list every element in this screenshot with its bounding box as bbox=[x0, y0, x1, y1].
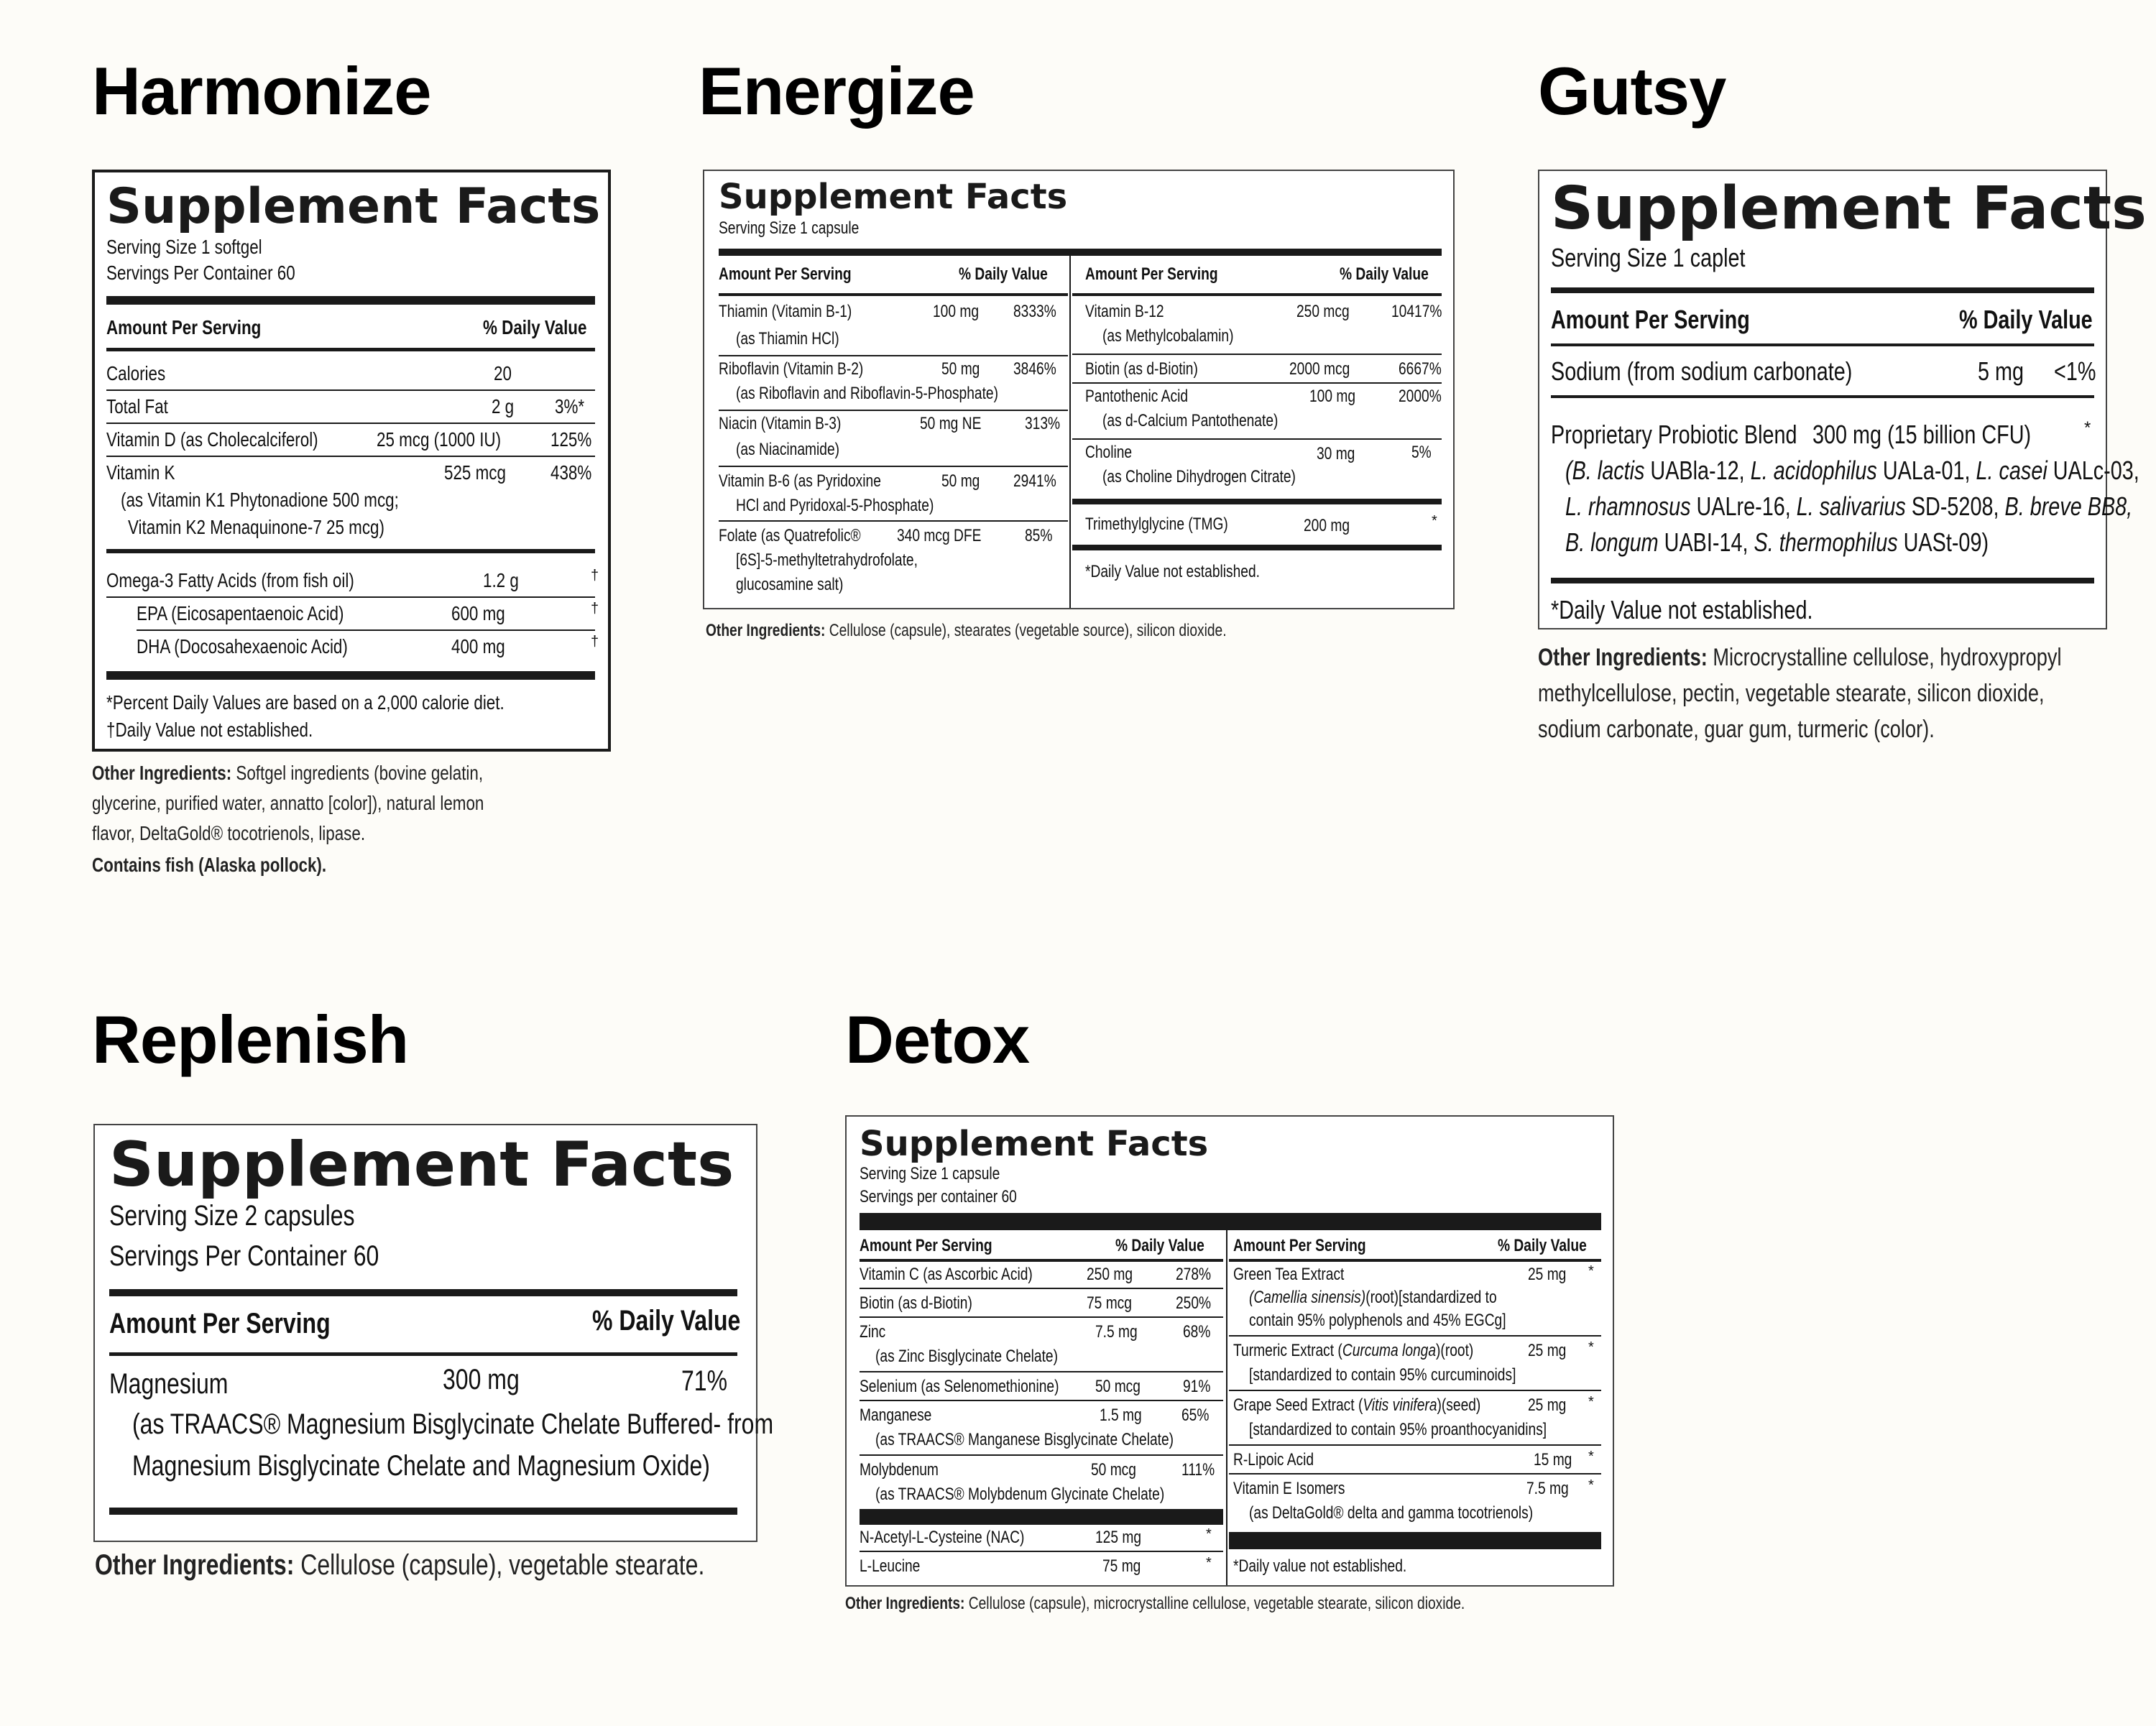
panel-heading: Supplement Facts bbox=[106, 178, 601, 235]
thick-divider bbox=[719, 249, 1442, 256]
column-header-amount: Amount Per Serving bbox=[719, 264, 852, 284]
column-header-daily-value: % Daily Value bbox=[1498, 1236, 1587, 1255]
other-ingredients-text: Microcrystalline cellulose, hydroxypropyl bbox=[1713, 644, 2062, 671]
product-title-energize: Energize bbox=[699, 53, 975, 129]
thick-divider bbox=[860, 1213, 1601, 1230]
nutrient-daily-value: 5% bbox=[1411, 443, 1432, 462]
nutrient-daily-value: 68% bbox=[1183, 1322, 1211, 1342]
column-header-daily-value: % Daily Value bbox=[592, 1305, 741, 1337]
other-ingredients-label: Other Ingredients: bbox=[1538, 644, 1708, 671]
footnote: *Percent Daily Values are based on a 2,000 calorie diet. bbox=[106, 691, 505, 714]
row-divider bbox=[137, 629, 595, 631]
nutrient-daily-value: 71% bbox=[681, 1365, 728, 1397]
nutrient-amount: 50 mg bbox=[941, 471, 980, 491]
nutrient-name: Vitamin B-6 (as Pyridoxine bbox=[719, 471, 881, 491]
nutrient-source: (as Niacinamide) bbox=[736, 440, 840, 459]
row-divider bbox=[1229, 1390, 1601, 1391]
panel-heading: Supplement Facts bbox=[860, 1124, 1209, 1164]
other-ingredients-replenish bbox=[95, 1549, 857, 1582]
nutrient-daily-value: 3846% bbox=[1013, 359, 1056, 379]
nutrient-daily-value: 65% bbox=[1181, 1406, 1210, 1425]
thick-divider bbox=[109, 1508, 737, 1515]
allergen-statement: Contains fish (Alaska pollock). bbox=[92, 854, 327, 876]
footnote: *Daily Value not established. bbox=[1085, 562, 1260, 581]
nutrient-name: Folate (as Quatrefolic® bbox=[719, 526, 861, 545]
product-title-gutsy: Gutsy bbox=[1538, 53, 1726, 129]
nutrient-daily-value: * bbox=[1588, 1263, 1594, 1279]
nutrient-daily-value: <1% bbox=[2054, 356, 2096, 386]
product-title-detox: Detox bbox=[845, 1002, 1030, 1077]
nutrient-daily-value: 10417% bbox=[1391, 302, 1442, 321]
column-header-amount: Amount Per Serving bbox=[860, 1236, 992, 1255]
nutrient-daily-value: 278% bbox=[1176, 1265, 1212, 1284]
other-ingredients-detox bbox=[845, 1594, 1620, 1614]
nutrient-daily-value: * bbox=[1588, 1339, 1594, 1355]
row-divider bbox=[719, 355, 1068, 356]
supplement-facts-panel-gutsy bbox=[1538, 170, 2147, 629]
nutrient-name: N-Acetyl-L-Cysteine (NAC) bbox=[860, 1528, 1025, 1547]
nutrient-name: R-Lipoic Acid bbox=[1233, 1450, 1314, 1469]
probiotic-strains-line: B. longum UABI-14, S. thermophilus UASt-09) bbox=[1565, 527, 1989, 557]
nutrient-daily-value: * bbox=[1206, 1555, 1212, 1571]
nutrient-amount: 2 g bbox=[492, 395, 515, 417]
serving-size: Serving Size 1 capsule bbox=[719, 218, 860, 238]
nutrient-name: Sodium (from sodium carbonate) bbox=[1551, 356, 1853, 386]
supplement-facts-panel-replenish bbox=[93, 1124, 774, 1542]
nutrient-daily-value: * bbox=[1588, 1394, 1594, 1410]
serving-size: Serving Size 2 capsules bbox=[109, 1200, 355, 1232]
column-header-daily-value: % Daily Value bbox=[959, 264, 1048, 284]
nutrient-daily-value: * bbox=[1432, 513, 1437, 529]
panel-heading: Supplement Facts bbox=[109, 1129, 734, 1201]
nutrient-amount: 250 mg bbox=[1087, 1265, 1133, 1284]
row-divider bbox=[719, 410, 1068, 411]
other-ingredients-label: Other Ingredients: bbox=[845, 1594, 965, 1613]
nutrient-daily-value: 313% bbox=[1025, 414, 1061, 433]
nutrient-amount: 7.5 mg bbox=[1095, 1322, 1138, 1342]
nutrient-source: (as Methylcobalamin) bbox=[1102, 326, 1234, 346]
thick-divider bbox=[1072, 545, 1442, 550]
nutrient-amount: 2000 mcg bbox=[1289, 359, 1350, 379]
row-divider bbox=[1072, 354, 1442, 355]
nutrient-source: (as Thiamin HCl) bbox=[736, 329, 839, 349]
servings-per-container: Servings Per Container 60 bbox=[106, 262, 295, 284]
nutrient-amount: 25 mg bbox=[1528, 1265, 1567, 1284]
nutrient-name: Vitamin D (as Cholecalciferol) bbox=[106, 428, 318, 451]
nutrient-daily-value: 2000% bbox=[1399, 387, 1442, 406]
nutrient-daily-value: * bbox=[1206, 1526, 1212, 1542]
nutrient-daily-value: * bbox=[1588, 1449, 1594, 1464]
servings-per-container: Servings Per Container 60 bbox=[109, 1240, 379, 1272]
nutrient-amount: 25 mg bbox=[1528, 1341, 1567, 1360]
column-header-daily-value: % Daily Value bbox=[1115, 1236, 1204, 1255]
nutrient-source: (as d-Calcium Pantothenate) bbox=[1102, 411, 1279, 430]
nutrient-amount: 100 mg bbox=[933, 302, 980, 321]
nutrient-name: Pantothenic Acid bbox=[1085, 387, 1189, 406]
other-ingredients-gutsy bbox=[1538, 644, 2156, 672]
nutrient-source: (as Vitamin K1 Phytonadione 500 mcg; bbox=[121, 489, 399, 511]
nutrient-daily-value: 438% bbox=[550, 461, 592, 484]
nutrient-amount: 250 mcg bbox=[1296, 302, 1350, 321]
supplement-facts-panel-energize bbox=[703, 170, 1455, 609]
divider bbox=[1551, 395, 2094, 398]
nutrient-daily-value: * bbox=[1588, 1477, 1594, 1493]
nutrient-source: Magnesium Bisglycinate Chelate and Magnesium Oxide) bbox=[132, 1450, 710, 1482]
nutrient-name: Turmeric Extract (Curcuma longa)(root) bbox=[1233, 1341, 1474, 1360]
other-ingredients-label: Other Ingredients: bbox=[95, 1549, 295, 1581]
nutrient-daily-value: 3%* bbox=[555, 395, 585, 417]
nutrient-name: Total Fat bbox=[106, 395, 168, 417]
thick-divider bbox=[109, 1289, 737, 1296]
nutrient-amount: 20 bbox=[494, 362, 512, 384]
column-separator bbox=[1069, 256, 1071, 608]
nutrient-amount: 15 mg bbox=[1534, 1450, 1572, 1469]
nutrient-source: (as Choline Dihydrogen Citrate) bbox=[1102, 467, 1296, 486]
nutrient-amount: 400 mg bbox=[451, 635, 505, 657]
servings-per-container: Servings per container 60 bbox=[860, 1187, 1017, 1206]
row-divider bbox=[1229, 1473, 1601, 1475]
thick-divider bbox=[1551, 287, 2094, 293]
other-ingredients-label: Other Ingredients: bbox=[706, 621, 826, 640]
nutrient-name: EPA (Eicosapentaenoic Acid) bbox=[137, 602, 344, 624]
blend-daily-value: * bbox=[2084, 418, 2091, 438]
nutrient-source: Vitamin K2 Menaquinone-7 25 mcg) bbox=[128, 516, 384, 538]
divider bbox=[109, 1352, 737, 1356]
row-divider bbox=[860, 1316, 1223, 1318]
nutrient-name: Choline bbox=[1085, 443, 1133, 462]
blend-name: Proprietary Probiotic Blend bbox=[1551, 420, 1797, 449]
nutrient-source: [standardized to contain 95% curcuminoids] bbox=[1249, 1365, 1516, 1385]
nutrient-source: (as TRAACS® Manganese Bisglycinate Chelate) bbox=[875, 1430, 1174, 1449]
column-header-amount: Amount Per Serving bbox=[1085, 264, 1218, 284]
row-divider bbox=[106, 456, 595, 457]
row-divider bbox=[860, 1551, 1223, 1552]
nutrient-daily-value: 125% bbox=[550, 428, 592, 451]
nutrient-daily-value: 2941% bbox=[1013, 471, 1056, 491]
nutrient-amount: 340 mcg DFE bbox=[897, 526, 982, 545]
nutrient-amount: 125 mg bbox=[1095, 1528, 1142, 1547]
footnote: *Daily Value not established. bbox=[1551, 595, 1813, 624]
column-header-amount: Amount Per Serving bbox=[1233, 1236, 1366, 1255]
row-divider bbox=[1229, 1335, 1601, 1337]
nutrient-name: Omega-3 Fatty Acids (from fish oil) bbox=[106, 569, 354, 591]
nutrient-source: contain 95% polyphenols and 45% EGCg] bbox=[1249, 1311, 1506, 1330]
row-divider bbox=[719, 520, 1068, 522]
thick-divider bbox=[860, 1509, 1223, 1525]
nutrient-amount: 50 mg NE bbox=[920, 414, 982, 433]
nutrient-name: Magnesium bbox=[109, 1368, 229, 1400]
blend-amount: 300 mg (15 billion CFU) bbox=[1812, 420, 2032, 449]
nutrient-source: (as DeltaGold® delta and gamma tocotrienols) bbox=[1249, 1503, 1534, 1523]
nutrient-name: Vitamin C (as Ascorbic Acid) bbox=[860, 1265, 1033, 1284]
serving-size: Serving Size 1 capsule bbox=[860, 1164, 1000, 1183]
nutrient-name: Manganese bbox=[860, 1406, 932, 1425]
row-divider bbox=[860, 1288, 1223, 1289]
footnote: *Daily value not established. bbox=[1233, 1556, 1407, 1576]
nutrient-amount: 50 mcg bbox=[1095, 1377, 1141, 1396]
nutrient-amount: 50 mg bbox=[941, 359, 980, 379]
nutrient-amount: 30 mg bbox=[1317, 444, 1355, 463]
nutrient-amount: 300 mg bbox=[443, 1364, 520, 1395]
divider bbox=[1072, 293, 1442, 296]
footnote: †Daily Value not established. bbox=[106, 719, 313, 741]
other-ingredients-text: flavor, DeltaGold® tocotrienols, lipase. bbox=[92, 822, 366, 844]
nutrient-amount: 200 mg bbox=[1304, 516, 1350, 535]
thick-divider bbox=[106, 671, 595, 680]
other-ingredients-energize bbox=[706, 621, 1357, 641]
nutrient-name: Trimethylglycine (TMG) bbox=[1085, 514, 1228, 534]
other-ingredients-label: Other Ingredients: bbox=[92, 762, 232, 784]
nutrient-name: DHA (Docosahexaenoic Acid) bbox=[137, 635, 348, 657]
column-header-daily-value: % Daily Value bbox=[483, 316, 587, 338]
nutrient-source: HCl and Pyridoxal-5-Phosphate) bbox=[736, 496, 934, 515]
divider bbox=[860, 1259, 1223, 1262]
nutrient-source: (as Zinc Bisglycinate Chelate) bbox=[875, 1347, 1058, 1366]
nutrient-amount: 1.2 g bbox=[483, 569, 519, 591]
supplement-facts-panel-harmonize bbox=[92, 170, 611, 752]
divider bbox=[106, 549, 595, 553]
nutrient-name: Biotin (as d-Biotin) bbox=[1085, 359, 1198, 379]
nutrient-name: Vitamin B-12 bbox=[1085, 302, 1164, 321]
nutrient-daily-value: 85% bbox=[1025, 526, 1053, 545]
nutrient-name: Selenium (as Selenomethionine) bbox=[860, 1377, 1059, 1396]
thick-divider bbox=[1229, 1532, 1601, 1549]
nutrient-amount: 5 mg bbox=[1978, 356, 2024, 386]
column-header-amount: Amount Per Serving bbox=[109, 1308, 331, 1339]
other-ingredients-text: methylcellulose, pectin, vegetable stearate, silicon dioxide, bbox=[1538, 680, 2045, 707]
nutrient-source: [standardized to contain 95% proanthocyanidins] bbox=[1249, 1420, 1547, 1439]
nutrient-source: (as TRAACS® Magnesium Bisglycinate Chelate Buffered- from bbox=[132, 1408, 774, 1440]
supplement-facts-panel-detox bbox=[845, 1115, 1614, 1587]
other-ingredients-harmonize bbox=[92, 762, 581, 785]
nutrient-daily-value: 6667% bbox=[1399, 359, 1442, 379]
row-divider bbox=[1229, 1444, 1601, 1446]
other-ingredients-text: glycerine, purified water, annatto [color]), natural lemon bbox=[92, 792, 484, 814]
other-ingredients-text: Cellulose (capsule), vegetable stearate. bbox=[300, 1549, 705, 1581]
nutrient-daily-value: 111% bbox=[1181, 1460, 1215, 1480]
divider bbox=[719, 293, 1068, 296]
other-ingredients-text: sodium carbonate, guar gum, turmeric (color). bbox=[1538, 716, 1935, 743]
other-ingredients-text: Cellulose (capsule), microcrystalline cellulose, vegetable stearate, silicon dioxide. bbox=[968, 1594, 1465, 1613]
row-divider bbox=[860, 1371, 1223, 1372]
divider bbox=[106, 348, 595, 351]
nutrient-amount: 75 mcg bbox=[1087, 1293, 1132, 1313]
column-header-amount: Amount Per Serving bbox=[106, 316, 262, 338]
row-divider bbox=[1072, 438, 1442, 440]
serving-size: Serving Size 1 softgel bbox=[106, 236, 262, 258]
nutrient-source: (as Riboflavin and Riboflavin-5-Phosphate) bbox=[736, 384, 998, 403]
nutrient-daily-value: 8333% bbox=[1013, 302, 1056, 321]
nutrient-amount: 75 mg bbox=[1102, 1556, 1141, 1576]
nutrient-name: Biotin (as d-Biotin) bbox=[860, 1293, 972, 1313]
other-ingredients-text: Cellulose (capsule), stearates (vegetable source), silicon dioxide. bbox=[829, 621, 1227, 640]
nutrient-daily-value: † bbox=[591, 568, 599, 583]
nutrient-name: Grape Seed Extract (Vitis vinifera)(seed) bbox=[1233, 1395, 1481, 1415]
row-divider bbox=[106, 596, 595, 598]
row-divider bbox=[106, 389, 595, 391]
probiotic-strains-line: (B. lactis UABla-12, L. acidophilus UALa-01, L. casei UALc-03, bbox=[1565, 456, 2139, 485]
nutrient-name: Molybdenum bbox=[860, 1460, 939, 1480]
nutrient-amount: 100 mg bbox=[1309, 387, 1356, 406]
nutrient-name: Zinc bbox=[860, 1322, 886, 1342]
thick-divider bbox=[1551, 578, 2094, 583]
thick-divider bbox=[1072, 499, 1442, 504]
nutrient-amount: 600 mg bbox=[451, 602, 505, 624]
serving-size: Serving Size 1 caplet bbox=[1551, 243, 1746, 272]
divider bbox=[1229, 1259, 1601, 1262]
divider bbox=[1551, 343, 2094, 346]
row-divider bbox=[719, 466, 1068, 467]
nutrient-name: Vitamin E Isomers bbox=[1233, 1479, 1345, 1498]
nutrient-name: Calories bbox=[106, 362, 166, 384]
row-divider bbox=[106, 423, 595, 424]
nutrient-source: (as TRAACS® Molybdenum Glycinate Chelate) bbox=[875, 1485, 1165, 1504]
nutrient-daily-value: 250% bbox=[1176, 1293, 1212, 1313]
nutrient-amount: 7.5 mg bbox=[1526, 1479, 1569, 1498]
row-divider bbox=[1072, 382, 1442, 384]
nutrient-source: glucosamine salt) bbox=[736, 575, 844, 594]
panel-heading: Supplement Facts bbox=[719, 177, 1068, 217]
row-divider bbox=[860, 1400, 1223, 1401]
product-title-harmonize: Harmonize bbox=[92, 53, 431, 129]
column-header-amount: Amount Per Serving bbox=[1551, 305, 1750, 334]
column-header-daily-value: % Daily Value bbox=[1340, 264, 1429, 284]
probiotic-strains-line: L. rhamnosus UALre-16, L. salivarius SD-5208, B. breve BB8, bbox=[1565, 492, 2133, 521]
nutrient-amount: 25 mg bbox=[1528, 1395, 1567, 1415]
row-divider bbox=[860, 1454, 1223, 1456]
nutrient-name: L-Leucine bbox=[860, 1556, 921, 1576]
nutrient-name: Thiamin (Vitamin B-1) bbox=[719, 302, 852, 321]
column-header-daily-value: % Daily Value bbox=[1959, 305, 2093, 334]
product-title-replenish: Replenish bbox=[92, 1002, 409, 1077]
column-separator bbox=[1226, 1230, 1227, 1585]
nutrient-name: Vitamin K bbox=[106, 461, 175, 484]
nutrient-amount: 1.5 mg bbox=[1100, 1406, 1142, 1425]
nutrient-daily-value: † bbox=[591, 634, 599, 650]
other-ingredients-text: Softgel ingredients (bovine gelatin, bbox=[236, 762, 484, 784]
nutrient-name: Green Tea Extract bbox=[1233, 1265, 1345, 1284]
nutrient-daily-value: † bbox=[591, 601, 599, 617]
panel-heading: Supplement Facts bbox=[1551, 175, 2147, 243]
nutrient-amount: 525 mcg bbox=[444, 461, 506, 484]
nutrient-amount: 50 mcg bbox=[1091, 1460, 1136, 1480]
nutrient-name: Riboflavin (Vitamin B-2) bbox=[719, 359, 864, 379]
nutrient-source: [6S]-5-methyltetrahydrofolate, bbox=[736, 550, 918, 570]
nutrient-daily-value: 91% bbox=[1183, 1377, 1211, 1396]
thick-divider bbox=[106, 296, 595, 305]
nutrient-name: Niacin (Vitamin B-3) bbox=[719, 414, 842, 433]
nutrient-amount: 25 mcg (1000 IU) bbox=[377, 428, 502, 451]
nutrient-source: (Camellia sinensis)(root)[standardized to bbox=[1249, 1288, 1497, 1307]
